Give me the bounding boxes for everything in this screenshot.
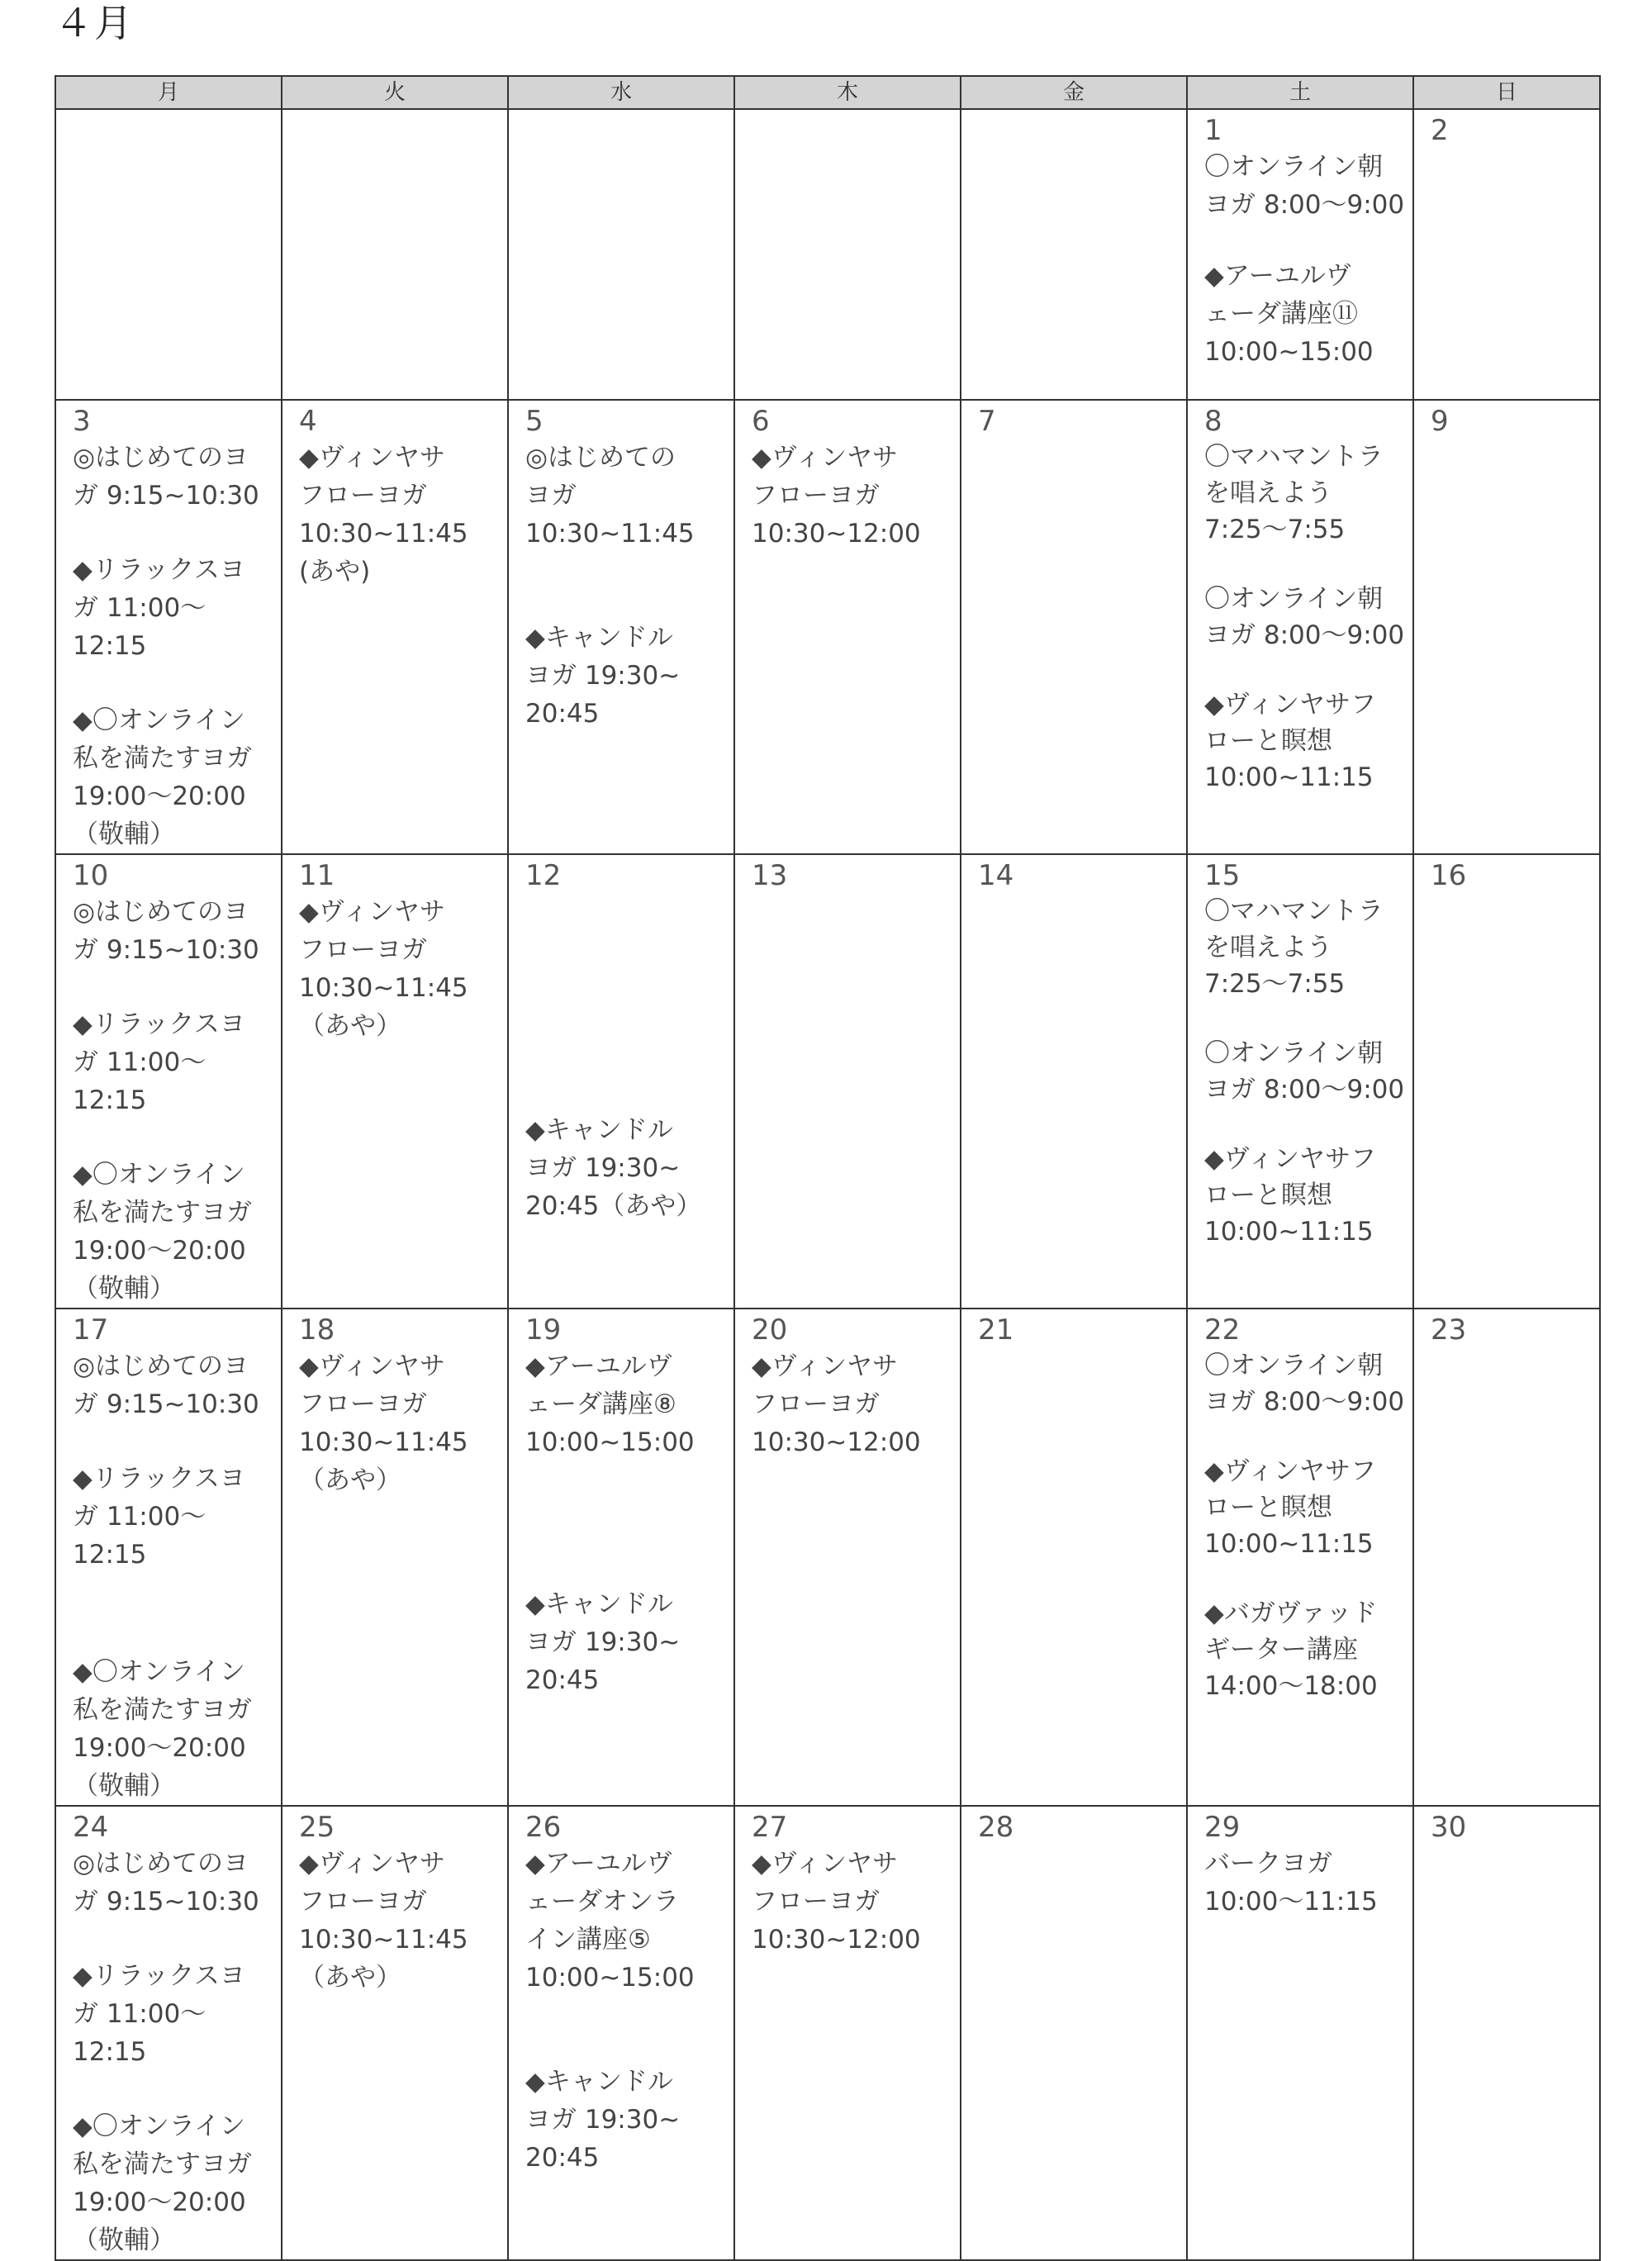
event-entry: ◆キャンドル ヨガ 19:30~ 20:45 <box>525 2067 681 2173</box>
event-entry: ◎はじめてのヨ ガ 9:15~10:30 <box>73 1849 259 1917</box>
day-number: 27 <box>752 1811 788 1844</box>
event-entry: ◆〇オンライン 私を満たすヨガ 19:00～20:00 （敬輔） <box>73 705 252 849</box>
day-cell <box>1413 854 1600 1309</box>
event-entry: ◆〇オンライン 私を満たすヨガ 19:00～20:00 （敬輔） <box>73 1657 252 1801</box>
weekday-thu: 木 <box>734 76 961 109</box>
event-entry: 〇オンライン朝 ヨガ 8:00～9:00 <box>1204 1038 1405 1104</box>
day-cell <box>1413 109 1600 400</box>
page-title: ４月 <box>55 1 134 45</box>
empty-day-cell <box>961 109 1187 400</box>
event-entry: 〇オンライン朝 ヨガ 8:00～9:00 <box>1204 1351 1405 1417</box>
event-entry: バークヨガ 10:00～11:15 <box>1204 1849 1378 1917</box>
day-number: 6 <box>752 405 770 438</box>
weekday-fri: 金 <box>961 76 1187 109</box>
weekday-mon: 月 <box>55 76 282 109</box>
day-number: 22 <box>1204 1313 1241 1347</box>
day-number: 7 <box>978 405 996 438</box>
weekday-sat: 土 <box>1187 76 1413 109</box>
weekday-wed: 水 <box>508 76 734 109</box>
empty-day-cell <box>734 109 961 400</box>
event-entry: ◆リラックスヨ ガ 11:00～12:15 <box>73 1961 245 2067</box>
day-number: 8 <box>1204 405 1222 438</box>
event-entry: ◆ヴィンヤサ フローヨガ 10:30~11:45 （あや） <box>299 897 468 1041</box>
event-entry: ◆アーユルヴ ェーダ講座⑧ 10:00~15:00 <box>525 1351 695 1457</box>
event-entry: ◎はじめてのヨ ガ 9:15~10:30 <box>73 1351 259 1419</box>
day-cell <box>1413 1309 1600 1806</box>
day-cell <box>1413 1806 1600 2260</box>
day-cell <box>508 1806 734 2260</box>
week-row <box>55 1309 1600 1806</box>
day-cell <box>961 854 1187 1309</box>
event-entry: ◆バガヴァッド ギーター講座 14:00～18:00 <box>1204 1598 1378 1701</box>
event-entry: ◆〇オンライン 私を満たすヨガ 19:00～20:00 （敬輔） <box>73 2111 252 2255</box>
empty-day-cell <box>508 109 734 400</box>
day-cell <box>1187 1309 1413 1806</box>
day-number: 1 <box>1204 114 1222 147</box>
day-number: 3 <box>73 405 91 438</box>
event-entry: ◆リラックスヨ ガ 11:00～12:15 <box>73 1464 245 1570</box>
day-number: 19 <box>525 1313 562 1347</box>
event-entry: ◎はじめてのヨ ガ 9:15~10:30 <box>73 443 259 511</box>
day-number: 16 <box>1431 859 1467 892</box>
event-entry: ◆リラックスヨ ガ 11:00～12:15 <box>73 555 245 661</box>
day-cell <box>55 400 282 854</box>
day-number: 23 <box>1431 1313 1467 1347</box>
day-number: 14 <box>978 859 1014 892</box>
day-cell <box>1187 1806 1413 2260</box>
day-cell <box>1187 854 1413 1309</box>
day-number: 2 <box>1431 114 1449 147</box>
event-entry: ◆ヴィンヤサ フローヨガ 10:30~11:45 （あや） <box>299 1351 468 1495</box>
day-number: 9 <box>1431 405 1449 438</box>
day-cell <box>734 854 961 1309</box>
calendar-table <box>55 75 1601 2261</box>
day-number: 21 <box>978 1313 1014 1347</box>
event-entry: ◆キャンドル ヨガ 19:30~ 20:45（あや） <box>525 1115 702 1221</box>
day-number: 24 <box>73 1811 109 1844</box>
event-entry: ◆ヴィンヤサ フローヨガ 10:30~12:00 <box>752 1849 921 1955</box>
day-cell <box>282 400 508 854</box>
day-cell <box>282 854 508 1309</box>
day-cell <box>1187 109 1413 400</box>
weekday-sun: 日 <box>1413 76 1600 109</box>
event-entry: 〇マハマントラ を唱えよう 7:25～7:55 <box>1204 896 1384 999</box>
day-number: 10 <box>73 859 109 892</box>
empty-day-cell <box>55 109 282 400</box>
day-number: 17 <box>73 1313 109 1347</box>
day-cell <box>734 400 961 854</box>
day-cell <box>1187 400 1413 854</box>
event-entry: ◆ヴィンヤサ フローヨガ 10:30~11:45 （あや） <box>299 1849 468 1993</box>
day-cell <box>55 1806 282 2260</box>
weekday-tue: 火 <box>282 76 508 109</box>
day-number: 25 <box>299 1811 335 1844</box>
day-number: 28 <box>978 1811 1014 1844</box>
day-number: 30 <box>1431 1811 1467 1844</box>
day-number: 15 <box>1204 859 1241 892</box>
day-cell <box>282 1309 508 1806</box>
day-cell <box>282 1806 508 2260</box>
event-entry: ◎はじめての ヨガ 10:30~11:45 <box>525 443 695 549</box>
event-entry: ◆ヴィンヤサフ ローと瞑想 10:00~11:15 <box>1204 1456 1376 1559</box>
day-number: 11 <box>299 859 335 892</box>
day-cell <box>734 1309 961 1806</box>
day-cell <box>961 400 1187 854</box>
event-entry: ◆ヴィンヤサフ ローと瞑想 10:00~11:15 <box>1204 690 1376 792</box>
week-row <box>55 854 1600 1309</box>
event-entry: ◆リラックスヨ ガ 11:00～12:15 <box>73 1009 245 1115</box>
day-cell <box>508 854 734 1309</box>
day-number: 29 <box>1204 1811 1241 1844</box>
event-entry: 〇マハマントラ を唱えよう 7:25～7:55 <box>1204 442 1384 544</box>
day-cell <box>55 1309 282 1806</box>
week-row <box>55 400 1600 854</box>
event-entry: ◎はじめてのヨ ガ 9:15~10:30 <box>73 897 259 965</box>
event-entry: ◆アーユルヴ ェーダオンラ イン講座⑤ 10:00~15:00 <box>525 1849 695 1993</box>
day-cell <box>734 1806 961 2260</box>
day-number: 13 <box>752 859 788 892</box>
day-number: 12 <box>525 859 562 892</box>
day-number: 18 <box>299 1313 335 1347</box>
day-number: 4 <box>299 405 317 438</box>
day-cell <box>1413 400 1600 854</box>
day-cell <box>961 1309 1187 1806</box>
empty-day-cell <box>282 109 508 400</box>
event-entry: ◆アーユルヴ ェーダ講座⑪ 10:00~15:00 <box>1204 261 1374 367</box>
day-number: 20 <box>752 1313 788 1347</box>
day-cell <box>961 1806 1187 2260</box>
day-cell <box>508 400 734 854</box>
event-entry: ◆ヴィンヤサ フローヨガ 10:30~12:00 <box>752 443 921 549</box>
day-number: 26 <box>525 1811 562 1844</box>
day-cell <box>508 1309 734 1806</box>
event-entry: ◆ヴィンヤサ フローヨガ 10:30~11:45 (あや) <box>299 443 468 587</box>
event-entry: ◆〇オンライン 私を満たすヨガ 19:00～20:00 （敬輔） <box>73 1160 252 1304</box>
event-entry: ◆ヴィンヤサフ ローと瞑想 10:00~11:15 <box>1204 1144 1376 1247</box>
event-entry: 〇オンライン朝 ヨガ 8:00～9:00 <box>1204 584 1405 650</box>
event-entry: 〇オンライン朝 ヨガ 8:00～9:00 <box>1204 152 1405 220</box>
week-row <box>55 109 1600 400</box>
event-entry: ◆キャンドル ヨガ 19:30~ 20:45 <box>525 623 681 729</box>
day-number: 5 <box>525 405 544 438</box>
event-entry: ◆キャンドル ヨガ 19:30~ 20:45 <box>525 1589 681 1695</box>
day-cell <box>55 854 282 1309</box>
event-entry: ◆ヴィンヤサ フローヨガ 10:30~12:00 <box>752 1351 921 1457</box>
week-row <box>55 1806 1600 2260</box>
weekday-header-row <box>55 76 1600 109</box>
